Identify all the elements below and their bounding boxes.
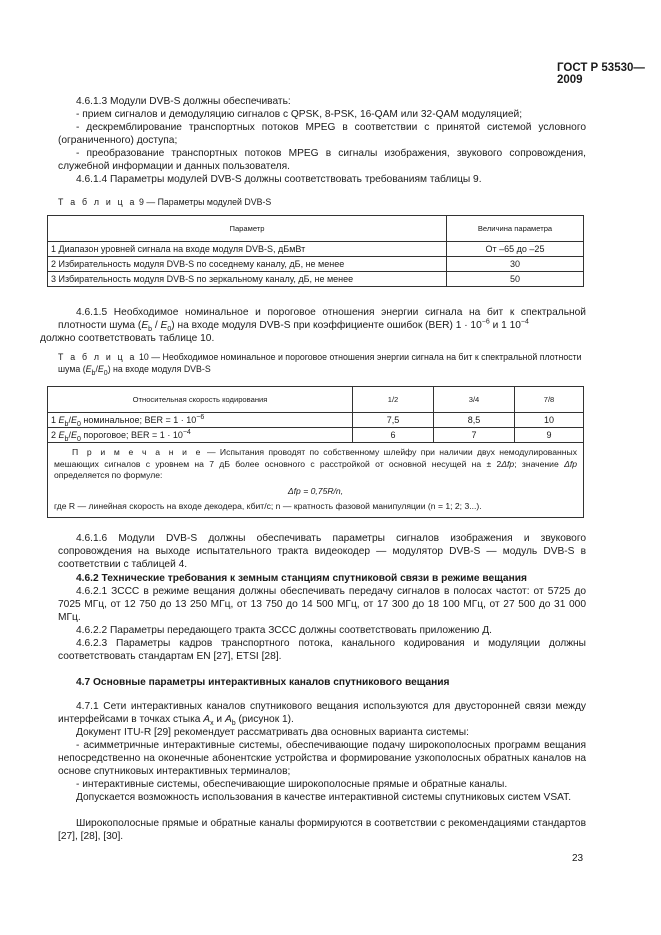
- paragraph-4613-item-2: - дескремблирование транспортных потоков MPEG в соответствии с принятой системой условного (ограниченного) доступа;: [58, 122, 586, 146]
- paragraph-471: 4.7.1 Сети интерактивных каналов спутникового вещания используются для двусторонней связи между интерфейсами в точках стыка $A_x$ и $A_b$ (рисунок 1).: [58, 701, 586, 728]
- table-cell: 1 $E_b/E_0$ номинальное; BER = $1 \cdot 10^{-6}$: [48, 413, 353, 428]
- table-cell: 1 Диапазон уровней сигнала на входе модуля DVB-S, дБмВт: [48, 242, 447, 257]
- table-header-cell: 3/4: [434, 387, 515, 413]
- table-header-cell: 7/8: [515, 387, 584, 413]
- paragraph-4622: 4.6.2.2 Параметры передающего тракта ЗССС должны соответствовать приложению Д.: [76, 625, 492, 636]
- table-header-cell: Относительная скорость кодирования: [48, 387, 353, 413]
- table-10-caption: Т а б л и ц а 10 — Необходимое номинальное и пороговое отношения энергии сигнала на бит к спектральной плотности шума $(E_b/E_0)$ на входе модуля DVB-S: [58, 352, 582, 377]
- paragraph-asymmetric: - асимметричные интерактивные системы, обеспечивающие подачу широкополосных программ вещания непосредственно на оконечные абонентские устройства и формирование узкополосных обратных каналов на основе спутниковых интерактивных терминалов;: [58, 740, 586, 777]
- paragraph-4614: 4.6.1.4 Параметры модулей DVB-S должны соответствовать требованиям таблицы 9.: [76, 174, 482, 185]
- table-row: [48, 257, 584, 272]
- table-header-cell: Параметр: [48, 216, 447, 242]
- paragraph-4613-item-3: - преобразование транспортных потоков MPEG в сигналы изображения, звукового сопровождения, служебной информации и данных пользователя.: [58, 148, 586, 172]
- table-cell: 2 Избирательность модуля DVB-S по соседнему каналу, дБ, не менее: [48, 257, 447, 272]
- table-row: [48, 413, 584, 428]
- table-cell: 50: [447, 272, 584, 287]
- table-header-cell: Величина параметра: [447, 216, 584, 242]
- paragraph-4623: 4.6.2.3 Параметры кадров транспортного потока, канального кодирования и модуляции должны соответствовать стандартам EN [27], ETSI [28].: [58, 638, 586, 662]
- standard-header: ГОСТ Р 53530—2009: [557, 62, 645, 86]
- table-cell: 3 Избирательность модуля DVB-S по зеркальному каналу, дБ, не менее: [48, 272, 447, 287]
- table-header-cell: 1/2: [353, 387, 434, 413]
- table-9: [47, 215, 584, 287]
- formula: Δfp = 0,75R/n,: [287, 485, 344, 496]
- table-row: [48, 242, 584, 257]
- paragraph-4615: 4.6.1.5 Необходимое номинальное и пороговое отношения энергии сигнала на бит к спектральной плотности шума $(E_b / E_0)$ на входе модуля DVB-S при коэффициенте ошибок (BER) $1 \cdot 10^{-6}$ и 1 $10^{-4}$ должно соответствовать таблице 10.: [40, 307, 586, 344]
- heading-462: 4.6.2 Технические требования к земным станциям спутниковой связи в режиме вещания: [76, 573, 527, 584]
- paragraph-interactive: - интерактивные системы, обеспечивающие широкополосные прямые и обратные каналы.: [76, 779, 508, 790]
- table-row: [48, 272, 584, 287]
- table-cell: От –65 до –25: [447, 242, 584, 257]
- table-cell: 9: [515, 428, 584, 443]
- table-cell: 7,5: [353, 413, 434, 428]
- paragraph-4613-title: 4.6.1.3 Модули DVB-S должны обеспечивать:: [76, 96, 291, 107]
- paragraph-4616: 4.6.1.6 Модули DVB-S должны обеспечивать параметры сигналов изображения и звукового сопровождения на выходе испытательного тракта видеокодер — модулятор DVB-S — модуль DVB-S в соответствии с таблицей 4.: [58, 533, 586, 570]
- table-cell: 6: [353, 428, 434, 443]
- table-row: [48, 428, 584, 443]
- table-cell: 8,5: [434, 413, 515, 428]
- paragraph-broadband: Широкополосные прямые и обратные каналы формируются в соответствии с рекомендациями стандартов [27], [28], [30].: [58, 818, 586, 842]
- paragraph-itu: Документ ITU-R [29] рекомендует рассматривать два основных варианта системы:: [76, 727, 469, 738]
- page-number: 23: [572, 853, 584, 864]
- paragraph-4621: 4.6.2.1 ЗССС в режиме вещания должны обеспечивать передачу сигналов в полосах частот: от 5725 до 7025 МГц, от 12 750 до 13 250 МГц, от 13 750 до 14 500 МГц, от 17 300 до 18 100 МГц, от 27 500 до 31 000 МГц.: [58, 586, 586, 623]
- heading-47: 4.7 Основные параметры интерактивных каналов спутникового вещания: [76, 677, 450, 688]
- table-cell: 30: [447, 257, 584, 272]
- table-cell: 10: [515, 413, 584, 428]
- paragraph-vsat: Допускается возможность использования в качестве интерактивной системы спутниковых систем VSAT.: [76, 792, 572, 803]
- table-note: П р и м е ч а н и е — Испытания проводят по собственному шлейфу при наличии двух немодулированных мешающих сигналов с уровнем на 7 дБ более основного с расстройкой от основной несущей на ± 2Δfp; значение Δfp определяется по формуле: Δfp = 0,75R/n, где R — линейная скорость на входе декодера, кбит/с; n — кратность фазовой манипуляции (n = 1; 2; 3...).: [48, 443, 584, 518]
- paragraph-4613-item-1: - прием сигналов и демодуляцию сигналов с QPSK, 8-PSK, 16-QAM или 32-QAM модуляцией;: [76, 109, 523, 120]
- table-cell: 7: [434, 428, 515, 443]
- table-9-caption: Т а б л и ц а 9 — Параметры модулей DVB-S: [58, 197, 272, 207]
- table-10: [47, 386, 584, 518]
- table-cell: 2 $E_b/E_0$ пороговое; BER = $1 \cdot 10^{-4}$: [48, 428, 353, 443]
- note-where: где R — линейная скорость на входе декодера, кбит/с; n — кратность фазовой манипуляции (n = 1; 2; 3...).: [54, 501, 482, 511]
